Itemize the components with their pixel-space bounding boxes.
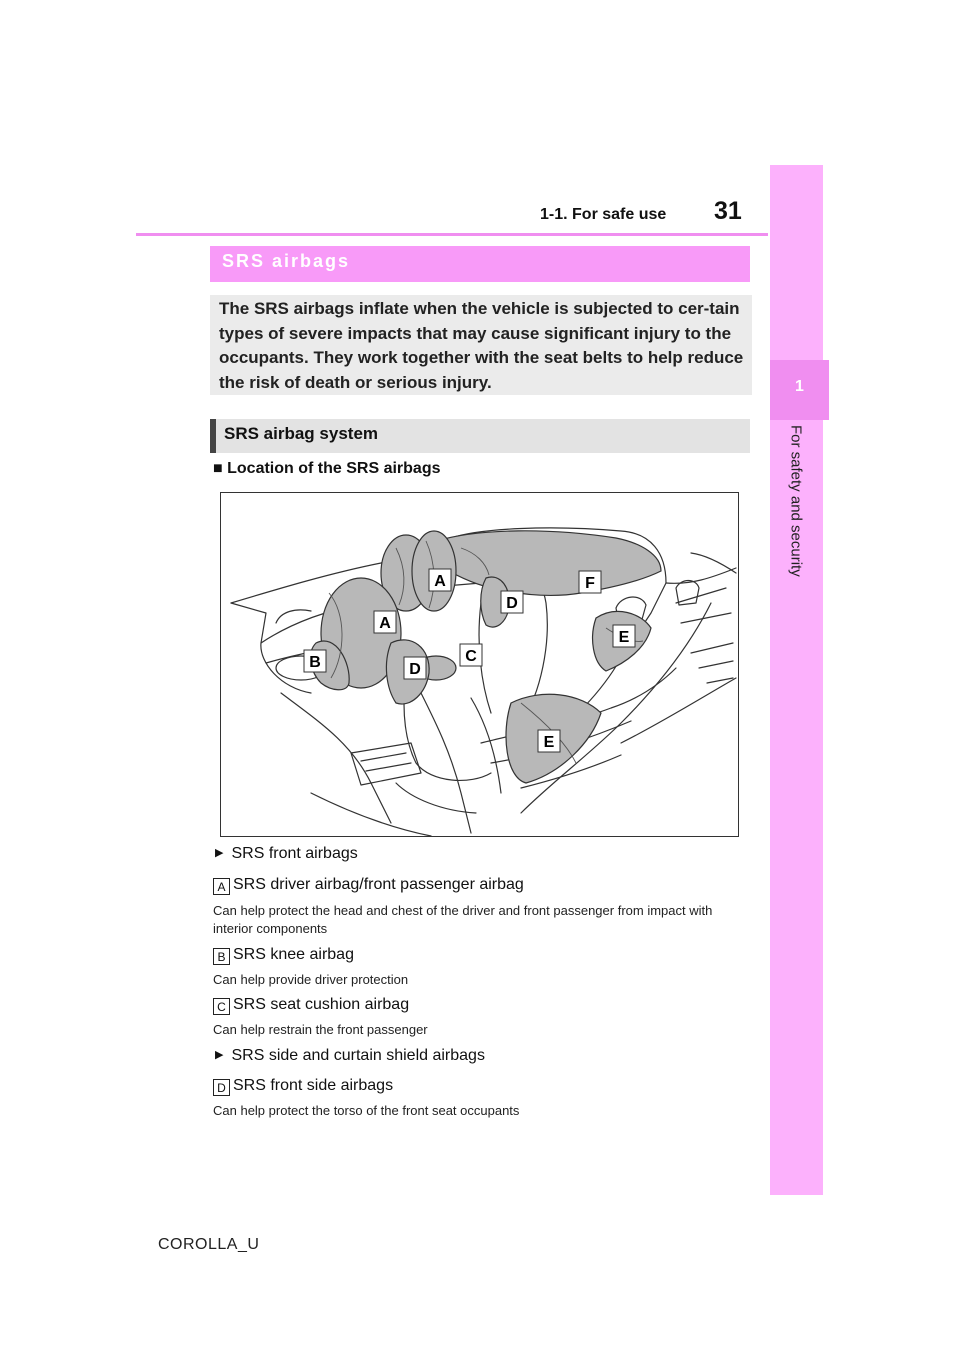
item-desc-driver-passenger: Can help protect the head and chest of the driver and front passenger from impact with interior components [213, 903, 713, 936]
category-title: SRS side and curtain shield airbags [231, 1047, 485, 1064]
badge-d: D [213, 1079, 230, 1096]
badge-c: C [213, 998, 230, 1015]
intro-text: The SRS airbags inflate when the vehicle is subjected to cer-tain types of severe impacts that may cause significant injury to the occupants. They work together with the seat belts to help reduce the risk of death or serious injury. [219, 299, 744, 392]
location-heading [213, 460, 440, 478]
svg-text:A: A [434, 573, 446, 590]
badge-a: A [213, 878, 230, 895]
figure-label-E-lower [538, 730, 560, 752]
svg-text:B: B [309, 654, 321, 671]
page-number: 31 [714, 197, 742, 225]
side-tab-title-wrap [770, 425, 823, 665]
header-rule [136, 233, 768, 236]
location-heading-text: Location of the SRS airbags [227, 460, 441, 477]
item-title-knee: SRS knee airbag [233, 946, 354, 963]
item-desc-knee: Can help provide driver protection [213, 972, 409, 987]
item-desc-front-side: Can help protect the torso of the front seat occupants [213, 1103, 520, 1118]
svg-text:F: F [585, 575, 595, 592]
subsection-title: SRS airbag system [224, 424, 379, 443]
footer-model-code: COROLLA_U [158, 1236, 260, 1253]
triangle-bullet-icon: ▶ [215, 847, 224, 859]
side-tab-chapter-title: For safety and security [787, 425, 805, 577]
triangle-bullet-icon: ▶ [215, 1049, 224, 1061]
airbag-location-figure [220, 492, 739, 837]
svg-text:E: E [618, 629, 630, 646]
category-front-airbags [215, 845, 358, 863]
figure-label-D-driver [404, 657, 426, 679]
svg-text:D: D [506, 595, 518, 612]
category-title: SRS front airbags [231, 845, 358, 862]
figure-label-E-right [613, 625, 635, 647]
square-bullet-icon: ■ [213, 460, 223, 477]
running-head: 1-1. For safe use [540, 206, 667, 223]
side-tab-chapter-number: 1 [795, 378, 804, 395]
figure-label-B [304, 650, 326, 672]
section-title: SRS airbags [222, 251, 351, 271]
side-tab-strip [770, 165, 823, 1195]
figure-label-A-driver [374, 611, 396, 633]
figure-label-C [460, 644, 482, 666]
item-title-seat-cushion: SRS seat cushion airbag [233, 996, 410, 1013]
svg-text:A: A [379, 615, 391, 632]
svg-text:D: D [409, 661, 421, 678]
item-title-driver-passenger: SRS driver airbag/front passenger airbag [233, 876, 524, 893]
item-desc-seat-cushion: Can help restrain the front passenger [213, 1022, 428, 1037]
category-side-curtain-airbags [215, 1047, 485, 1065]
figure-label-A-top [429, 569, 451, 591]
badge-b: B [213, 948, 230, 965]
svg-text:E: E [543, 734, 555, 751]
svg-text:C: C [465, 648, 477, 665]
figure-label-D-passenger [501, 591, 523, 613]
item-title-front-side: SRS front side airbags [233, 1077, 394, 1094]
car-interior-illustration [221, 493, 739, 837]
figure-label-F [579, 571, 601, 593]
